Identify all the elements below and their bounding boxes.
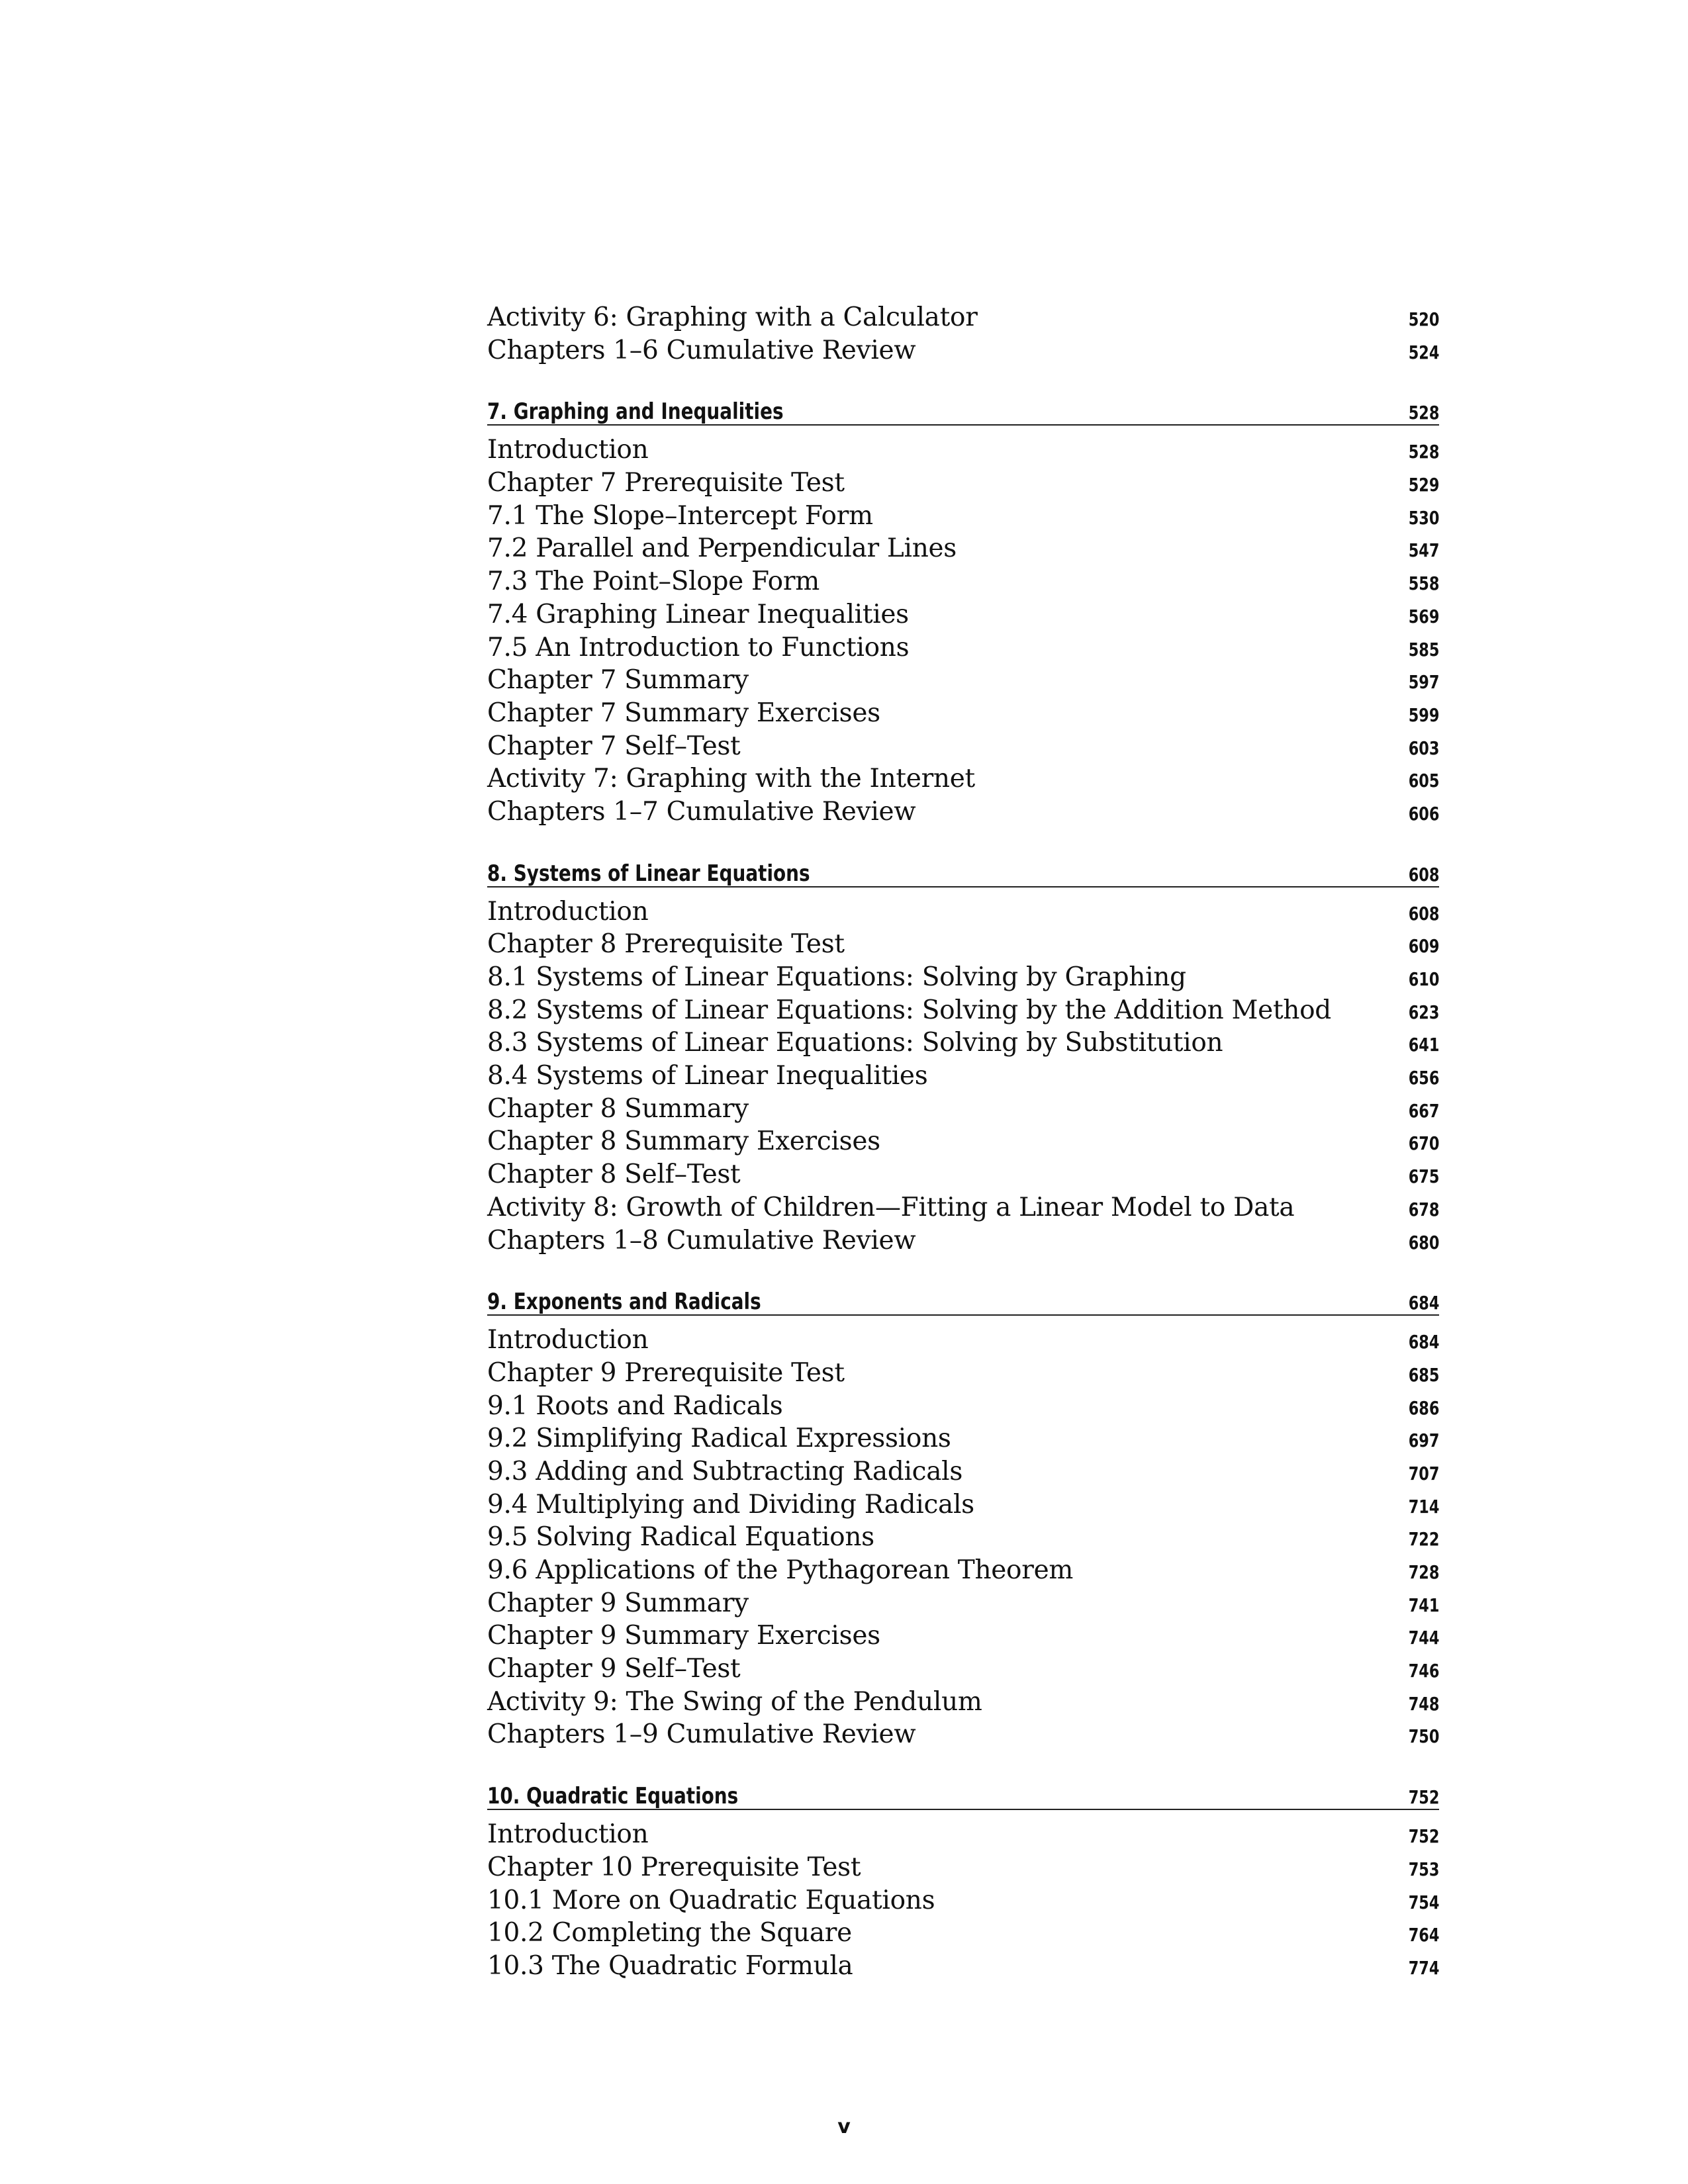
page-ref: 746 [1408, 1660, 1439, 1682]
entry-title: 9.6 Applications of the Pythagorean Theorem [487, 1555, 1074, 1585]
toc-entry [487, 334, 1439, 367]
chapter-title: 7. Graphing and Inequalities [487, 398, 784, 426]
page-ref: 547 [1408, 539, 1439, 562]
entry-title: 10.2 Completing the Square [487, 1918, 852, 1948]
toc-entry [487, 1653, 1439, 1686]
toc-entry [487, 994, 1439, 1027]
entry-title: Chapter 8 Prerequisite Test [487, 929, 845, 960]
toc-entry [487, 928, 1439, 961]
page-ref: 608 [1408, 902, 1439, 925]
page-ref: 599 [1408, 704, 1439, 726]
toc-entry [487, 697, 1439, 730]
entry-title: 7.3 The Point–Slope Form [487, 567, 820, 597]
toc-chapter-heading [487, 399, 1439, 426]
toc-entry [487, 301, 1439, 334]
entry-title: Introduction [487, 1819, 649, 1850]
chapter-title: 8. Systems of Linear Equations [487, 860, 810, 887]
toc-entry [487, 1060, 1439, 1093]
page-ref: 641 [1408, 1034, 1439, 1056]
toc-entry [487, 1390, 1439, 1423]
page-ref: 744 [1408, 1627, 1439, 1649]
toc-entry [487, 1521, 1439, 1554]
entry-title: 7.1 The Slope–Intercept Form [487, 500, 873, 531]
page-ref: 569 [1408, 605, 1439, 627]
page-ref: 714 [1408, 1495, 1439, 1518]
toc-entry [487, 532, 1439, 565]
page-ref: 722 [1408, 1528, 1439, 1551]
toc-entry [487, 1884, 1439, 1917]
toc-chapter-heading [487, 861, 1439, 887]
entry-title: Chapters 1–9 Cumulative Review [487, 1719, 916, 1750]
page-ref: 750 [1408, 1725, 1439, 1748]
toc-entry [487, 433, 1439, 467]
entry-title: Chapter 9 Prerequisite Test [487, 1357, 845, 1388]
entry-title: 9.2 Simplifying Radical Expressions [487, 1424, 951, 1454]
page-ref: 603 [1408, 737, 1439, 759]
toc-entry [487, 1818, 1439, 1851]
entry-title: 9.4 Multiplying and Dividing Radicals [487, 1489, 974, 1520]
entry-title: Chapter 9 Summary [487, 1588, 749, 1618]
page-ref: 748 [1408, 1692, 1439, 1715]
toc-entry [487, 631, 1439, 664]
page-ref: 623 [1408, 1001, 1439, 1023]
entry-title: Chapters 1–7 Cumulative Review [487, 796, 916, 827]
toc-entry [487, 1917, 1439, 1950]
page-ref: 610 [1408, 968, 1439, 990]
chapter-title: 10. Quadratic Equations [487, 1783, 739, 1810]
page-ref: 685 [1408, 1363, 1439, 1386]
toc-entry [487, 1718, 1439, 1751]
entry-title: Chapters 1–8 Cumulative Review [487, 1225, 916, 1255]
page-ref: 524 [1408, 341, 1439, 363]
page-ref: 753 [1408, 1858, 1439, 1880]
entry-title: 8.3 Systems of Linear Equations: Solving by Substitution [487, 1028, 1223, 1058]
page-ref: 670 [1408, 1132, 1439, 1155]
toc-entry [487, 1026, 1439, 1060]
entry-title: 8.2 Systems of Linear Equations: Solving by the Addition Method [487, 995, 1331, 1025]
toc-entry [487, 730, 1439, 763]
page-ref: 684 [1408, 1292, 1439, 1314]
entry-title: 10.1 More on Quadratic Equations [487, 1885, 935, 1915]
page-ref: 754 [1408, 1891, 1439, 1913]
entry-title: Chapter 9 Self–Test [487, 1654, 741, 1684]
page-ref: 605 [1408, 770, 1439, 792]
page-ref: 680 [1408, 1231, 1439, 1253]
toc-chapter-heading [487, 1289, 1439, 1316]
page-ref: 520 [1408, 308, 1439, 330]
entry-title: Chapter 10 Prerequisite Test [487, 1852, 861, 1882]
entry-title: Chapter 8 Summary [487, 1093, 749, 1124]
entry-title: 7.2 Parallel and Perpendicular Lines [487, 533, 957, 564]
page-ref: 752 [1408, 1786, 1439, 1809]
page-ref: 528 [1408, 441, 1439, 463]
entry-title: 9.5 Solving Radical Equations [487, 1522, 874, 1553]
toc-entry [487, 895, 1439, 929]
toc-entry [487, 1619, 1439, 1653]
page-ref: 608 [1408, 863, 1439, 886]
page-ref: 697 [1408, 1430, 1439, 1452]
toc-entry [487, 1488, 1439, 1522]
page-ref: 752 [1408, 1825, 1439, 1848]
page-ref: 585 [1408, 638, 1439, 660]
entry-title: Chapter 9 Summary Exercises [487, 1621, 880, 1651]
toc-entry [487, 1455, 1439, 1488]
toc-entry [487, 500, 1439, 533]
toc-entry [487, 1324, 1439, 1357]
entry-title: 9.1 Roots and Radicals [487, 1390, 783, 1421]
toc-entry [487, 1125, 1439, 1158]
entry-title: Introduction [487, 1325, 649, 1355]
toc-entry [487, 1686, 1439, 1719]
page-ref: 678 [1408, 1198, 1439, 1220]
page-ref: 606 [1408, 802, 1439, 825]
entry-title: Chapters 1–6 Cumulative Review [487, 335, 916, 365]
toc-entry [487, 1422, 1439, 1455]
page-ref: 529 [1408, 474, 1439, 496]
toc-entry [487, 1158, 1439, 1191]
chapter-title: 9. Exponents and Radicals [487, 1289, 761, 1316]
toc-entry [487, 796, 1439, 829]
entry-title: Chapter 7 Self–Test [487, 731, 741, 761]
entry-title: Chapter 7 Summary [487, 665, 749, 696]
entry-title: Activity 8: Growth of Children—Fitting a Linear Model to Data [487, 1192, 1295, 1222]
page-ref: 728 [1408, 1561, 1439, 1583]
page-ref: 530 [1408, 506, 1439, 529]
entry-title: 8.1 Systems of Linear Equations: Solving by Graphing [487, 962, 1186, 992]
toc-entry [487, 1554, 1439, 1587]
toc-entry [487, 598, 1439, 631]
page-ref: 528 [1408, 402, 1439, 424]
entry-title: Activity 9: The Swing of the Pendulum [487, 1686, 982, 1717]
toc-entry [487, 664, 1439, 697]
entry-title: Activity 6: Graphing with a Calculator [487, 302, 978, 332]
page-ref: 686 [1408, 1396, 1439, 1419]
entry-title: 7.5 An Introduction to Functions [487, 632, 910, 662]
entry-title: Introduction [487, 896, 649, 927]
entry-title: Chapter 7 Prerequisite Test [487, 468, 845, 498]
page-ref: 707 [1408, 1462, 1439, 1484]
entry-title: Introduction [487, 435, 649, 465]
toc-entry [487, 1224, 1439, 1257]
entry-title: Chapter 8 Self–Test [487, 1160, 741, 1190]
page-ref: 597 [1408, 671, 1439, 694]
entry-title: 7.4 Graphing Linear Inequalities [487, 599, 909, 629]
page-ref: 684 [1408, 1331, 1439, 1353]
page-ref: 558 [1408, 572, 1439, 595]
toc-entry [487, 467, 1439, 500]
toc-entry [487, 1191, 1439, 1224]
entry-title: 8.4 Systems of Linear Inequalities [487, 1061, 928, 1091]
toc-entry [487, 1587, 1439, 1620]
toc-entry [487, 1357, 1439, 1390]
page-ref: 764 [1408, 1924, 1439, 1946]
toc-entry [487, 565, 1439, 598]
toc-entry [487, 1950, 1439, 1983]
page-ref: 609 [1408, 935, 1439, 958]
toc-entry [487, 762, 1439, 796]
toc-entry [487, 1851, 1439, 1884]
page-number-folio: v [837, 2115, 851, 2138]
toc-entry [487, 961, 1439, 994]
page-ref: 741 [1408, 1594, 1439, 1616]
toc-entry [487, 1093, 1439, 1126]
entry-title: Activity 7: Graphing with the Internet [487, 764, 975, 794]
entry-title: Chapter 8 Summary Exercises [487, 1126, 880, 1157]
entry-title: 10.3 The Quadratic Formula [487, 1950, 853, 1981]
page-ref: 667 [1408, 1099, 1439, 1122]
page-ref: 774 [1408, 1956, 1439, 1979]
page-ref: 675 [1408, 1165, 1439, 1188]
entry-title: 9.3 Adding and Subtracting Radicals [487, 1456, 963, 1486]
toc-chapter-heading [487, 1784, 1439, 1810]
page-ref: 656 [1408, 1067, 1439, 1089]
table-of-contents [487, 301, 1439, 1983]
entry-title: Chapter 7 Summary Exercises [487, 698, 880, 728]
